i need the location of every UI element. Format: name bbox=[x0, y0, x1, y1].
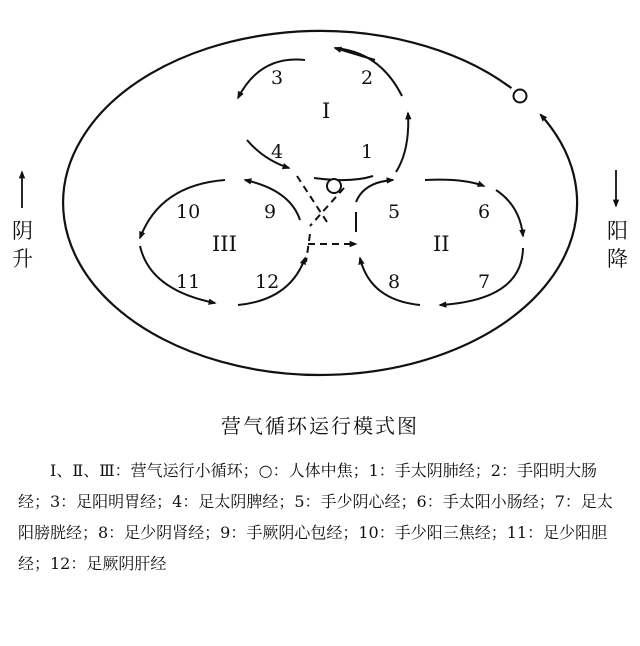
outer-marker-circle bbox=[514, 90, 527, 103]
figure-caption: 营气循环运行模式图 bbox=[221, 414, 419, 438]
meridian-number-10: 10 bbox=[176, 201, 201, 223]
meridian-number-6: 6 bbox=[478, 201, 491, 223]
meridian-number-1: 1 bbox=[361, 141, 374, 163]
cycle-label-III: III bbox=[212, 232, 237, 256]
meridian-number-5: 5 bbox=[388, 201, 401, 223]
meridian-number-7: 7 bbox=[478, 271, 491, 293]
side-label-yang: 阳 bbox=[607, 219, 628, 243]
figure-legend: Ⅰ、Ⅱ、Ⅲ：营气运行小循环；○：人体中焦；1：手太阴肺经；2：手阳明大肠经；3：足阳明胃经；4：足太阴脾经；5：手少阴心经；6：手太阳小肠经；7：足太阳膀胱经；8：足少阴肾经；9：手厥阴心包经；10：手少阳三焦经；11：足少阳胆经；12：足厥阴肝经 bbox=[18, 461, 613, 573]
meridian-number-11: 11 bbox=[176, 271, 201, 293]
side-label-yin: 阴 bbox=[12, 219, 33, 243]
meridian-number-2: 2 bbox=[361, 67, 374, 89]
center-connections bbox=[297, 176, 356, 262]
cycle-label-I: I bbox=[322, 99, 331, 123]
meridian-number-9: 9 bbox=[264, 201, 277, 223]
middle-jiao-circle bbox=[327, 179, 341, 193]
meridian-number-12: 12 bbox=[255, 271, 280, 293]
side-label-jiang: 降 bbox=[607, 247, 628, 271]
meridian-number-4: 4 bbox=[271, 141, 284, 163]
outer-cycle-path bbox=[63, 31, 577, 375]
meridian-number-8: 8 bbox=[388, 271, 401, 293]
meridian-number-3: 3 bbox=[271, 67, 284, 89]
side-label-sheng: 升 bbox=[12, 247, 33, 271]
cycle-label-II: II bbox=[433, 232, 450, 256]
